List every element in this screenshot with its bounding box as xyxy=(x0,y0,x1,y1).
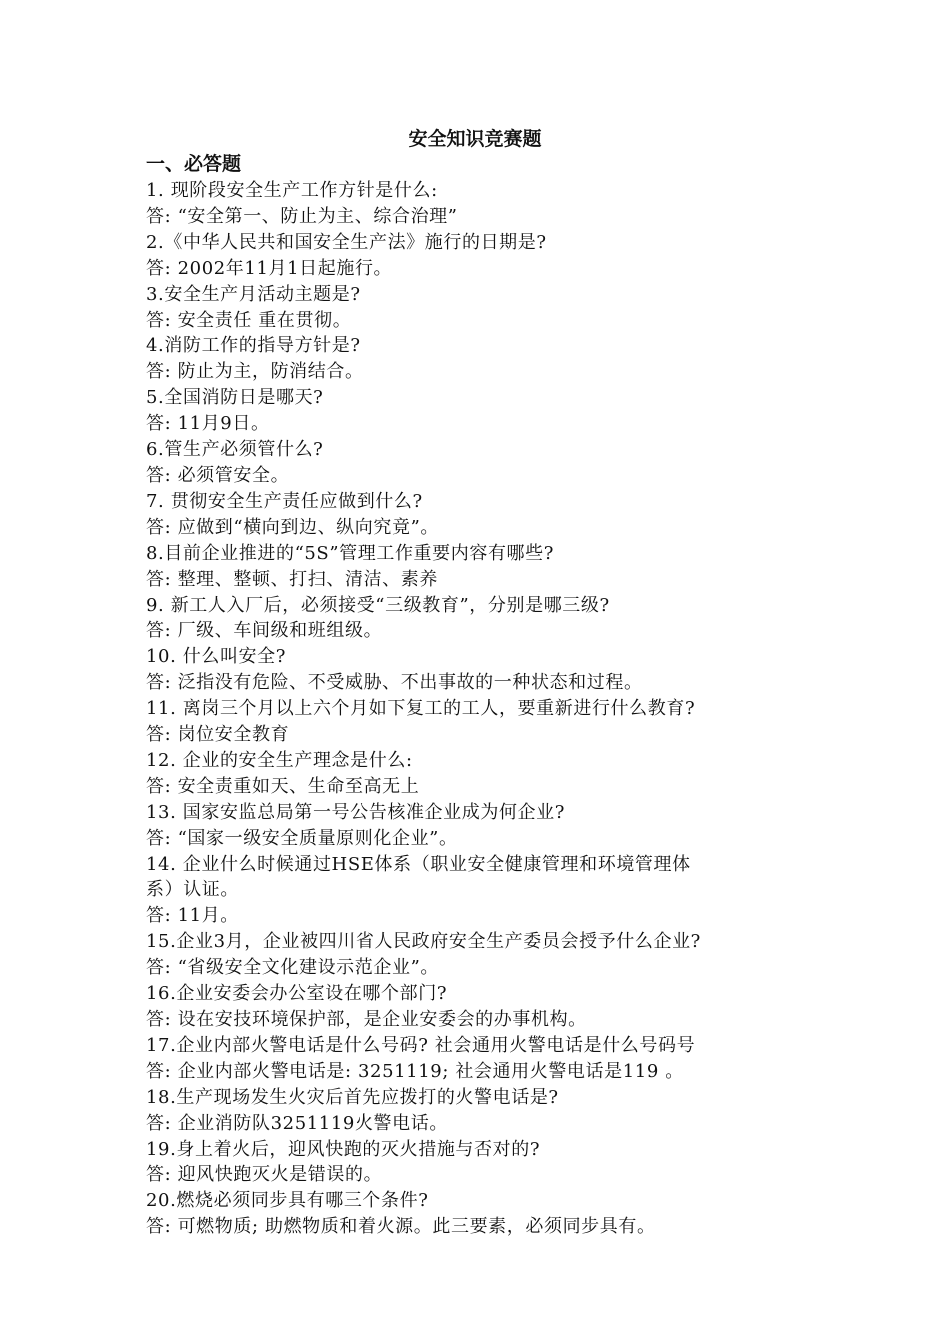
question-line: 8.目前企业推进的“5S”管理工作重要内容有哪些? xyxy=(146,542,555,564)
question-line: 14. 企业什么时候通过HSE体系（职业安全健康管理和环境管理体 xyxy=(146,853,691,875)
answer-line: 答: 安全责任 重在贯彻。 xyxy=(146,309,352,331)
answer-line: 答: 11月。 xyxy=(146,905,239,927)
answer-line: 答: 厂级、车间级和班组级。 xyxy=(146,620,383,642)
question-line: 20.燃烧必须同步具有哪三个条件? xyxy=(146,1190,429,1212)
question-line: 4.消防工作的指导方针是? xyxy=(146,335,361,357)
question-line: 16.企业安委会办公室设在哪个部门? xyxy=(146,983,448,1005)
question-line: 1. 现阶段安全生产工作方针是什么: xyxy=(146,180,438,201)
answer-line: 答: 可燃物质; 助燃物质和着火源。此三要素，必须同步具有。 xyxy=(146,1216,656,1238)
answer-line: 答: 设在安技环境保护部，是企业安委会的办事机构。 xyxy=(146,1009,587,1030)
qa-list xyxy=(146,178,826,1240)
question-line: 5.全国消防日是哪天? xyxy=(146,387,324,409)
answer-line: 答: 企业内部火警电话是: 3251119; 社会通用火警电话是119 。 xyxy=(146,1060,684,1082)
question-line: 9. 新工人入厂后，必须接受“三级教育”，分别是哪三级? xyxy=(146,594,610,616)
question-line: 12. 企业的安全生产理念是什么: xyxy=(146,749,413,771)
answer-line: 答: 整理、整顿、打扫、清洁、素养 xyxy=(146,568,438,590)
answer-line: 答: “国家一级安全质量原则化企业”。 xyxy=(146,827,458,849)
answer-line: 答: 2002年11月1日起施行。 xyxy=(146,257,393,279)
question-line: 15.企业3月，企业被四川省人民政府安全生产委员会授予什么企业? xyxy=(146,931,701,953)
question-line: 18.生产现场发生火灾后首先应拨打的火警电话是? xyxy=(146,1086,559,1108)
question-line: 11. 离岗三个月以上六个月如下复工的工人，要重新进行什么教育? xyxy=(146,698,696,720)
answer-line: 答: 迎风快跑灭火是错误的。 xyxy=(146,1164,383,1186)
answer-line: 答: 11月9日。 xyxy=(146,413,270,435)
section-heading: 一、必答题 xyxy=(146,153,242,175)
answer-line: 答: “安全第一、防止为主、综合治理” xyxy=(146,205,458,227)
answer-line: 答: “省级安全文化建设示范企业”。 xyxy=(146,957,439,979)
answer-line: 答: 必须管安全。 xyxy=(146,464,290,486)
answer-line: 答: 岗位安全教育 xyxy=(146,724,290,746)
document-title: 安全知识竞赛题 xyxy=(408,128,542,150)
question-line: 10. 什么叫安全? xyxy=(146,646,286,668)
question-line: 7. 贯彻安全生产责任应做到什么? xyxy=(146,490,423,512)
answer-line: 答: 防止为主，防消结合。 xyxy=(146,361,364,383)
question-line-continued: 系）认证。 xyxy=(146,879,239,901)
answer-line: 答: 泛指没有危险、不受威胁、不出事故的一种状态和过程。 xyxy=(146,672,643,694)
question-line: 19.身上着火后，迎风快跑的灭火措施与否对的? xyxy=(146,1138,541,1160)
answer-line: 答: 企业消防队3251119火警电话。 xyxy=(146,1112,448,1134)
question-line: 3.安全生产月活动主题是? xyxy=(146,283,361,305)
question-line: 17.企业内部火警电话是什么号码? 社会通用火警电话是什么号码号 xyxy=(146,1034,696,1056)
question-line: 13. 国家安监总局第一号公告核准企业成为何企业? xyxy=(146,801,565,823)
question-line: 6.管生产必须管什么? xyxy=(146,439,324,461)
answer-line: 答: 应做到“横向到边、纵向究竟”。 xyxy=(146,516,439,538)
question-line: 2.《中华人民共和国安全生产法》施行的日期是? xyxy=(146,231,547,253)
answer-line: 答: 安全责重如天、生命至高无上 xyxy=(146,775,420,797)
